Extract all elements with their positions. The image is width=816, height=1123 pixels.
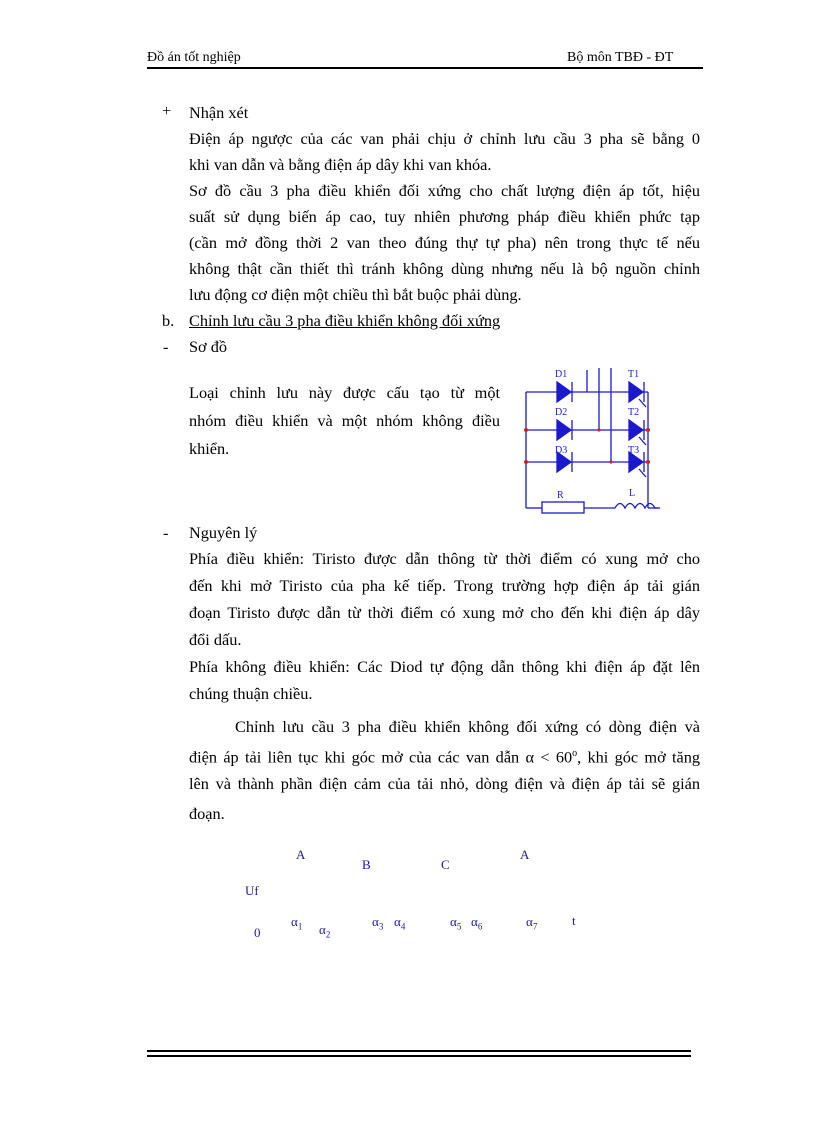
- bullet-dash: -: [163, 337, 169, 356]
- header-right: Bộ môn TBĐ - ĐT: [567, 50, 674, 65]
- alpha-5-label: $\alpha_5$: [450, 914, 462, 932]
- alpha-3-label: $\alpha_3$: [372, 914, 384, 932]
- paragraph-line: không thật cần thiết thì tránh không dùng nhưng nếu là bộ nguồn chỉnh: [189, 259, 700, 278]
- header-left: Đồ án tốt nghiệp: [147, 50, 241, 65]
- section-title-nguyen-ly: Nguyên lý: [189, 523, 258, 542]
- alpha-4-label: $\alpha_4$: [394, 914, 406, 932]
- alpha-6-label: $\alpha_6$: [471, 914, 483, 932]
- paragraph-line: đổi dấu.: [189, 630, 242, 649]
- axis-label-uf: Uf: [245, 883, 259, 898]
- phase-label-a2: A: [520, 847, 530, 862]
- bullet-b: b.: [162, 311, 175, 330]
- paragraph-line: chúng thuận chiều.: [189, 684, 313, 703]
- section-title-nhan-xet: Nhận xét: [189, 103, 249, 122]
- bullet-dash: -: [163, 523, 169, 542]
- paragraph-line: Điện áp ngược của các van phải chịu ở chỉnh lưu cầu 3 pha sẽ bằng 0: [189, 129, 700, 148]
- phase-label-c: C: [441, 857, 450, 872]
- paragraph-line: (cần mở đồng thời 2 van theo đúng thự tự pha) nên trong thực tế nếu: [189, 233, 700, 252]
- bridge-circuit-diagram: [515, 362, 665, 520]
- footer-rule-bottom: [147, 1055, 691, 1057]
- footer-rule-top: [147, 1050, 691, 1052]
- alpha-1-label: $\alpha_1$: [291, 914, 303, 932]
- alpha-7-label: $\alpha_7$: [526, 914, 538, 932]
- paragraph-line: suất sử dụng biến áp cao, tuy nhiên phương pháp điều khiển phức tạp: [189, 207, 700, 226]
- label-t2: T2: [628, 407, 640, 418]
- label-l: L: [629, 488, 636, 499]
- paragraph-line: Phía điều khiển: Tiristo được dẫn thông từ thời điểm có xung mở cho: [189, 549, 700, 568]
- label-d1: D1: [555, 369, 568, 380]
- phase-label-a: A: [296, 847, 306, 862]
- paragraph-line: lưu động cơ điện một chiều thì bắt buộc phải dùng.: [189, 285, 522, 304]
- section-title-b: Chỉnh lưu cầu 3 pha điều khiển không đối xứng: [189, 311, 501, 330]
- paragraph-line: nhóm điều khiển và một nhóm không điều: [189, 411, 500, 430]
- paragraph-line: đoạn.: [189, 804, 225, 823]
- header-rule: [147, 67, 703, 69]
- label-d3: D3: [555, 445, 568, 456]
- section-title-so-do: Sơ đồ: [189, 337, 228, 356]
- paragraph-line: đoạn Tiristo được dẫn từ thời điểm có xung mở cho đến khi điện áp dây: [189, 603, 700, 622]
- paragraph-line: lên và thành phần điện cảm của tải nhỏ, dòng điện và điện áp tải sẽ gián: [189, 774, 700, 793]
- alpha-2-label: $\alpha_2$: [319, 922, 331, 940]
- paragraph-line: đến khi mở Tiristo của pha kế tiếp. Trong trường hợp điện áp tải gián: [189, 576, 700, 595]
- origin-label: 0: [254, 925, 261, 940]
- label-r: R: [557, 490, 564, 501]
- paragraph-line: khiển.: [189, 439, 230, 458]
- label-t3: T3: [628, 445, 640, 456]
- paragraph-line: Loại chỉnh lưu này được cấu tạo từ một: [189, 383, 500, 402]
- paragraph-line-alpha: điện áp tải liên tục khi góc mở của các van dẫn $\alpha < 60^o$, khi góc mở tăng: [189, 747, 701, 767]
- axis-label-t: t: [572, 913, 576, 928]
- label-d2: D2: [555, 407, 568, 418]
- paragraph-line: Chỉnh lưu cầu 3 pha điều khiển không đối xứng có dòng điện và: [235, 717, 700, 736]
- bullet-plus: +: [162, 101, 172, 120]
- paragraph-line: khi van dẫn và bằng điện áp dây khi van khóa.: [189, 155, 492, 174]
- label-t1: T1: [628, 369, 640, 380]
- phase-label-b: B: [362, 857, 371, 872]
- paragraph-line: Phía không điều khiển: Các Diod tự động dẫn thông khi điện áp đặt lên: [189, 657, 700, 676]
- paragraph-line: Sơ đồ cầu 3 pha điều khiển đối xứng cho chất lượng điện áp tốt, hiệu: [189, 181, 700, 200]
